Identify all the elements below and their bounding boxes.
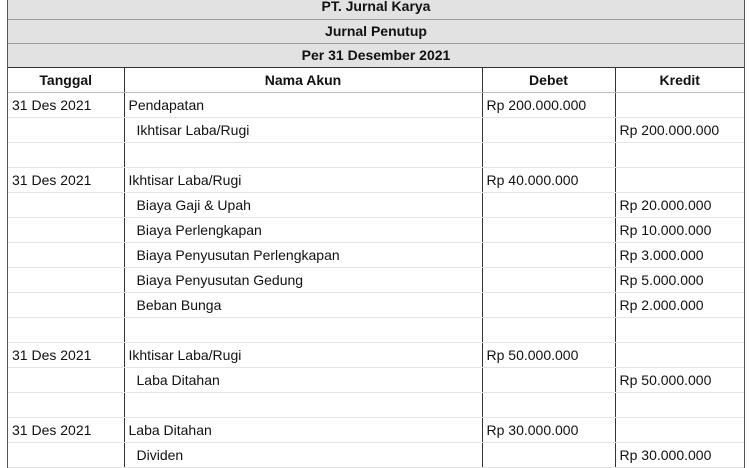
date-cell: 31 Des 2021 xyxy=(8,168,124,193)
debit-cell xyxy=(482,443,615,468)
column-header-date: Tanggal xyxy=(8,68,124,93)
debit-cell: Rp 30.000.000 xyxy=(482,418,615,443)
date-cell xyxy=(8,443,124,468)
account-cell: Laba Ditahan xyxy=(124,418,482,443)
date-cell: 31 Des 2021 xyxy=(8,93,124,118)
credit-cell: Rp 10.000.000 xyxy=(615,218,744,243)
credit-cell xyxy=(615,318,744,343)
account-cell xyxy=(124,143,482,168)
date-cell xyxy=(8,393,124,418)
column-header-credit: Kredit xyxy=(615,68,744,93)
debit-cell xyxy=(482,193,615,218)
credit-cell: Rp 50.000.000 xyxy=(615,368,744,393)
credit-cell: Rp 30.000.000 xyxy=(615,443,744,468)
date-cell xyxy=(8,368,124,393)
column-header-account: Nama Akun xyxy=(124,68,482,93)
table-row xyxy=(8,268,744,293)
date-cell xyxy=(8,243,124,268)
debit-cell xyxy=(482,393,615,418)
date-cell xyxy=(8,268,124,293)
credit-cell: Rp 2.000.000 xyxy=(615,293,744,318)
journal-title: Jurnal Penutup xyxy=(8,20,744,44)
table-row xyxy=(8,393,744,418)
credit-cell xyxy=(615,418,744,443)
credit-cell xyxy=(615,168,744,193)
table-row xyxy=(8,443,744,468)
table-row xyxy=(8,218,744,243)
journal-rows xyxy=(8,93,744,468)
account-cell: Beban Bunga xyxy=(124,293,482,318)
table-row xyxy=(8,418,744,443)
credit-cell xyxy=(615,393,744,418)
credit-cell: Rp 3.000.000 xyxy=(615,243,744,268)
date-cell xyxy=(8,293,124,318)
debit-cell xyxy=(482,143,615,168)
account-cell: Ikhtisar Laba/Rugi xyxy=(124,343,482,368)
date-cell: 31 Des 2021 xyxy=(8,418,124,443)
table-row xyxy=(8,168,744,193)
table-row xyxy=(8,368,744,393)
journal-sheet xyxy=(7,0,745,468)
account-cell xyxy=(124,393,482,418)
journal-table xyxy=(8,68,744,468)
table-row xyxy=(8,93,744,118)
date-cell xyxy=(8,143,124,168)
credit-cell: Rp 200.000.000 xyxy=(615,118,744,143)
table-row xyxy=(8,343,744,368)
table-row xyxy=(8,193,744,218)
account-cell: Biaya Gaji & Upah xyxy=(124,193,482,218)
credit-cell xyxy=(615,93,744,118)
account-cell: Ikhtisar Laba/Rugi xyxy=(124,168,482,193)
debit-cell: Rp 200.000.000 xyxy=(482,93,615,118)
table-row xyxy=(8,118,744,143)
account-cell: Biaya Perlengkapan xyxy=(124,218,482,243)
debit-cell xyxy=(482,218,615,243)
debit-cell: Rp 40.000.000 xyxy=(482,168,615,193)
table-row xyxy=(8,293,744,318)
debit-cell xyxy=(482,293,615,318)
credit-cell xyxy=(615,143,744,168)
account-cell: Pendapatan xyxy=(124,93,482,118)
date-cell xyxy=(8,318,124,343)
account-cell xyxy=(124,318,482,343)
journal-period: Per 31 Desember 2021 xyxy=(8,44,744,68)
credit-cell: Rp 20.000.000 xyxy=(615,193,744,218)
debit-cell xyxy=(482,268,615,293)
credit-cell xyxy=(615,343,744,368)
column-header-debit: Debet xyxy=(482,68,615,93)
account-cell: Ikhtisar Laba/Rugi xyxy=(124,118,482,143)
debit-cell xyxy=(482,318,615,343)
account-cell: Biaya Penyusutan Gedung xyxy=(124,268,482,293)
debit-cell xyxy=(482,118,615,143)
date-cell xyxy=(8,193,124,218)
date-cell xyxy=(8,118,124,143)
date-cell: 31 Des 2021 xyxy=(8,343,124,368)
table-row xyxy=(8,243,744,268)
debit-cell xyxy=(482,368,615,393)
debit-cell xyxy=(482,243,615,268)
table-row xyxy=(8,318,744,343)
company-name: PT. Jurnal Karya xyxy=(8,0,744,20)
table-row xyxy=(8,143,744,168)
account-cell: Biaya Penyusutan Perlengkapan xyxy=(124,243,482,268)
credit-cell: Rp 5.000.000 xyxy=(615,268,744,293)
account-cell: Dividen xyxy=(124,443,482,468)
date-cell xyxy=(8,218,124,243)
column-header-row xyxy=(8,68,744,93)
debit-cell: Rp 50.000.000 xyxy=(482,343,615,368)
account-cell: Laba Ditahan xyxy=(124,368,482,393)
